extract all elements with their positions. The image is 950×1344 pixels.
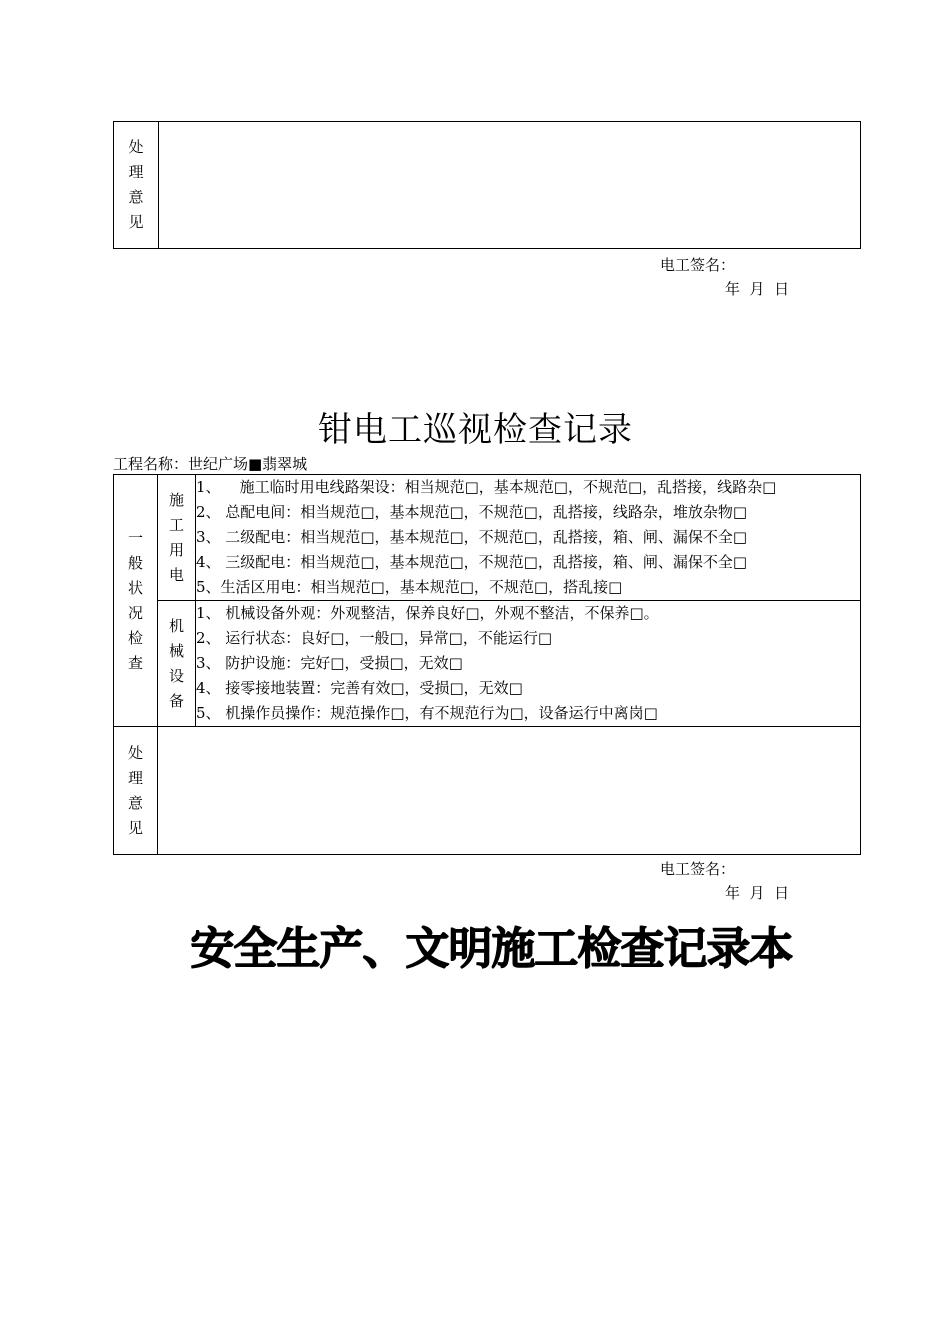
construction-power-label: 施 工 用 电 bbox=[158, 475, 196, 601]
machinery-item: 2、 运行状态：良好□，一般□，异常□，不能运行□ bbox=[196, 629, 553, 647]
general-inspection-label: 一 般 状 况 检 查 bbox=[114, 475, 158, 727]
record-title: 钳电工巡视检查记录 bbox=[318, 410, 633, 450]
cover-title: 安全生产、文明施工检查记录本 bbox=[190, 923, 792, 974]
record-opinion-label: 处 理 意 见 bbox=[114, 727, 158, 855]
top-date-label: 年 月 日 bbox=[725, 280, 790, 298]
construction-power-item: 4、 三级配电：相当规范□，基本规范□，不规范□，乱搭接，箱、闸、漏保不全□ bbox=[196, 553, 748, 571]
project-name-line: 工程名称：世纪广场■翡翠城 bbox=[113, 455, 308, 473]
machinery-item: 1、 机械设备外观：外观整洁，保养良好□，外观不整洁，不保养□。 bbox=[196, 604, 659, 622]
construction-power-item: 5、生活区用电：相当规范□，基本规范□，不规范□，搭乱接□ bbox=[196, 578, 623, 596]
top-opinion-label: 处 理 意 见 bbox=[114, 122, 159, 249]
machinery-item: 5、 机操作员操作：规范操作□，有不规范行为□，设备运行中离岗□ bbox=[196, 704, 658, 722]
top-opinion-table bbox=[113, 121, 861, 249]
record-date-label: 年 月 日 bbox=[725, 884, 790, 902]
construction-power-item: 2、 总配电间：相当规范□，基本规范□，不规范□，乱搭接，线路杂，堆放杂物□ bbox=[196, 503, 748, 521]
record-opinion-field[interactable] bbox=[158, 727, 861, 855]
top-opinion-field[interactable] bbox=[159, 122, 861, 249]
top-signature-label: 电工签名： bbox=[660, 256, 736, 274]
machinery-items bbox=[196, 601, 861, 727]
construction-power-item: 3、 二级配电：相当规范□，基本规范□，不规范□，乱搭接，箱、闸、漏保不全□ bbox=[196, 528, 748, 546]
construction-power-items bbox=[196, 475, 861, 601]
construction-power-item: 1、 施工临时用电线路架设：相当规范□，基本规范□，不规范□，乱搭接，线路杂□ bbox=[196, 478, 777, 496]
machinery-item: 4、 接零接地装置：完善有效□，受损□，无效□ bbox=[196, 679, 523, 697]
machinery-label: 机 械 设 备 bbox=[158, 601, 196, 727]
inspection-table bbox=[113, 474, 861, 855]
record-signature-label: 电工签名： bbox=[660, 860, 736, 878]
machinery-item: 3、 防护设施：完好□，受损□，无效□ bbox=[196, 654, 463, 672]
